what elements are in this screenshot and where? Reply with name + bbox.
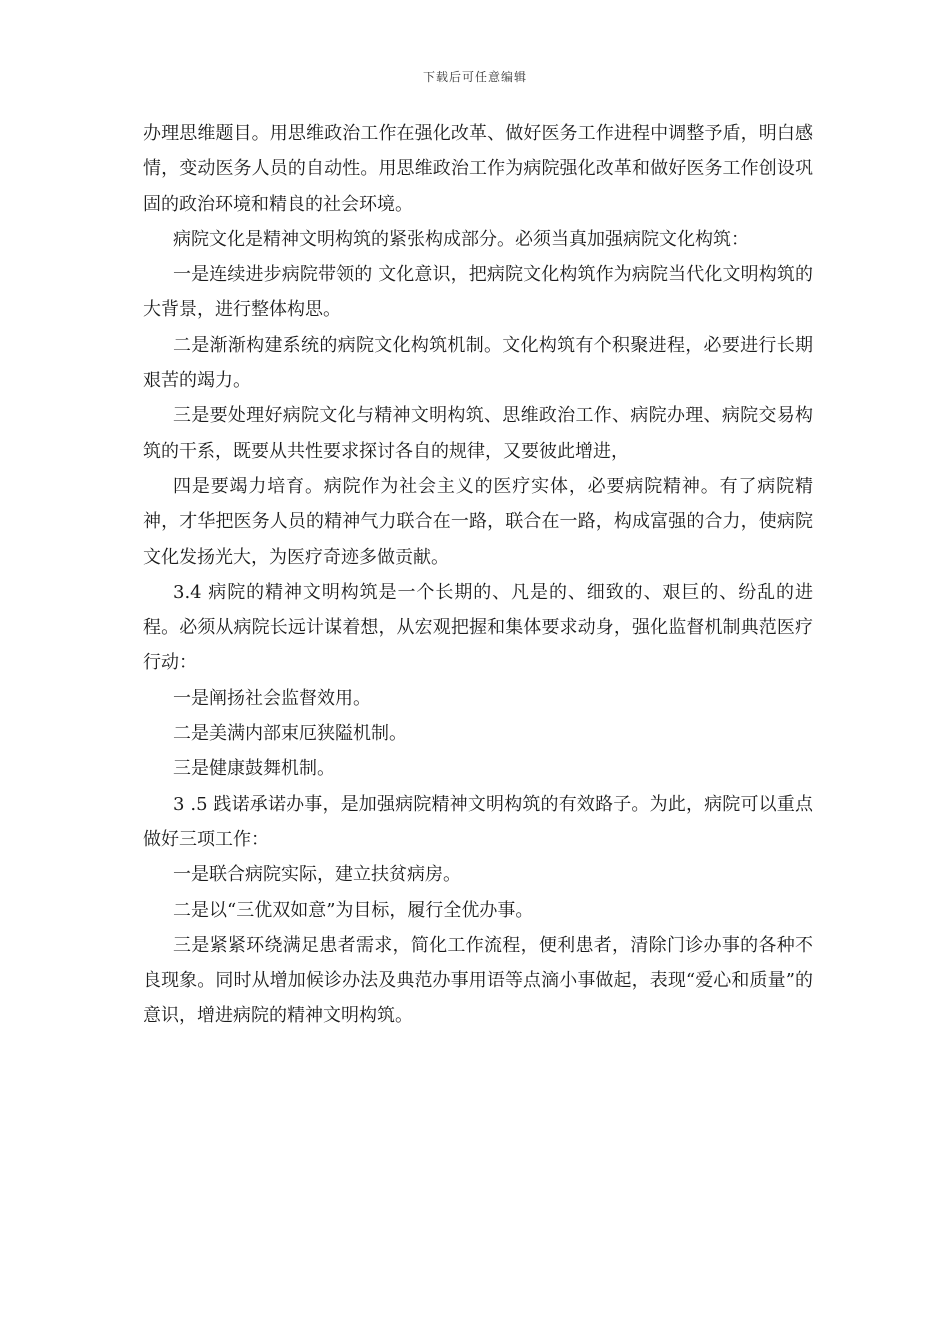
paragraph: 二是以“三优双如意”为目标，履行全优办事。	[173, 899, 534, 921]
paragraph: 二是渐渐构建系统的病院文化构筑机制。文化构筑有个积聚进程，必要进行长期艰苦的竭力。	[143, 334, 813, 392]
page-header: 下载后可任意编辑	[422, 70, 527, 84]
paragraph: 3.4 病院的精神文明构筑是一个长期的、凡是的、细致的、艰巨的、纷乱的进程。必须从病院长远计谋着想，从宏观把握和集体要求动身，强化监督机制典范医疗行动：	[143, 581, 813, 674]
paragraph: 三是要处理好病院文化与精神文明构筑、思维政治工作、病院办理、病院交易构筑的干系，既要从共性要求探讨各自的规律，又要彼此增进，	[143, 405, 813, 462]
paragraph: 三是健康鼓舞机制。	[173, 758, 335, 780]
paragraph: 三是紧紧环绕满足患者需求，简化工作流程，便利患者，清除门诊办事的各种不良现象。同时从增加候诊办法及典范办事用语等点滴小事做起，表现“爱心和质量”的意识，增进病院的精神文明构筑。	[143, 934, 813, 1027]
paragraph: 一是连续进步病院带领的 文化意识，把病院文化构筑作为病院当代化文明构筑的大背景，进行整体构思。	[143, 264, 813, 321]
paragraph: 3 .5 践诺承诺办事，是加强病院精神文明构筑的有效路子。为此，病院可以重点做好三项工作：	[143, 793, 813, 850]
paragraph: 一是联合病院实际，建立扶贫病房。	[173, 864, 461, 886]
paragraph: 四是要竭力培育。病院作为社会主义的医疗实体，必要病院精神。有了病院精神，才华把医务人员的精神气力联合在一路，联合在一路，构成富强的合力，使病院文化发扬光大，为医疗奇迹多做贡献。	[143, 475, 813, 568]
paragraph: 一是阐扬社会监督效用。	[173, 687, 371, 709]
document-body	[143, 116, 813, 1034]
paragraph: 二是美满内部束厄狭隘机制。	[173, 723, 407, 745]
paragraph: 病院文化是精神文明构筑的紧张构成部分。必须当真加强病院文化构筑：	[173, 228, 749, 250]
paragraph: 办理思维题目。用思维政治工作在强化改革、做好医务工作进程中调整予盾，明白感情，变动医务人员的自动性。用思维政治工作为病院强化改革和做好医务工作创设巩固的政治环境和精良的社会环境。	[143, 123, 813, 215]
